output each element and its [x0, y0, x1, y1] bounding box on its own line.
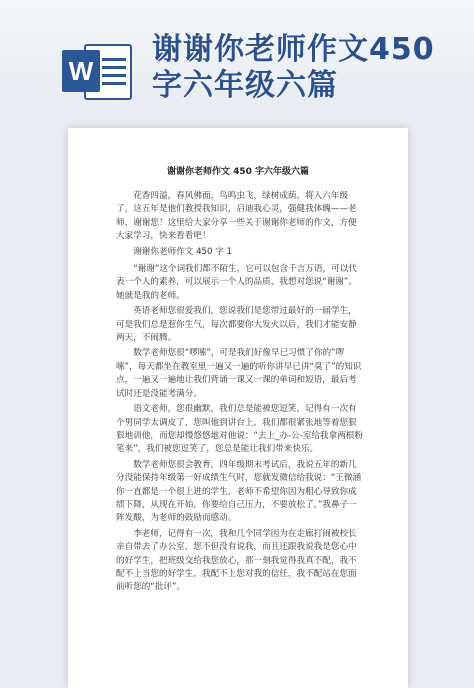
- paragraph: 数学老师您很“啰嗦”，可是我们好像早已习惯了你的“啰嗦”，每天都坐在教室里一遍又一遍的听你讲早已讲“臭了”的知识点，一遍又一遍地让我们背诵一课又一课的单词和短语，最后考试时还是没能考满分。: [116, 348, 362, 399]
- document-preview: [68, 128, 408, 688]
- word-document-icon: [62, 40, 134, 104]
- paragraph: “谢谢”这个词我们都不陌生，它可以包含千言万语，可以代表一个人的素养，可以展示一个人的品质，我想对您说“谢谢”。她就是我的老师。: [116, 264, 357, 301]
- page-title: 谢谢你老师作文450字六年级六篇: [152, 32, 435, 103]
- section-subheading: 谢谢你老师作文 450 字 1: [133, 246, 233, 257]
- paragraph: 李老师，记得有一次，我和几个同学因为在走廊打闹被校长亲自带去了办公室，您不但没有说我，而且还跟我说我是您心中的好学生，把班级交给我您放心，那一刻我觉得我真不配，我不配不上当您的好学生，我配不上您对我的信任，我不配站在您面前听您的“批评”。: [116, 528, 357, 593]
- paragraph: 数学老师您很会教育，四年级期末考试后，我说五年的新几分没能保持年级第一好成绩生气时，您就发微信给我说：“王微涵你一直都是一个很上进的学生，老师不希望你因为粗心导致你成绩下降，从现在开始，你要给自己压力，不要放松了。”我鼻子一阵发酸，为老师的鼓励而感动。: [116, 459, 362, 524]
- document-heading: 谢谢你老师作文 450 字六年级六篇: [166, 167, 310, 177]
- paragraph: 语文老师，您很幽默，我们总是能被您逗笑，记得有一次有个男同学太调皮了，您叫他到讲台上，我们都很紧张地等着您狠狠地训他，而您却慢悠悠地对他说：“去上_办-公-室给我拿两根粉笔来”，我们被您逗笑了，您总是能让我们带来快乐。: [116, 404, 363, 455]
- header-banner: [0, 0, 474, 110]
- paragraph: 英语老师您很爱我们，您说我们是您带过最好的一届学生，可是我们总是惹你生气，每次都要你大发火以后，我们才能安静两天，不闹腾。: [116, 306, 357, 344]
- paragraph: 花香四溢，春风佛面，鸟鸣虫飞，绿树成荫。将入六年级了，这五年是他们教授我知识，启迪我心灵，强健我体魄——老师，谢谢您！这里给大家分享一些关于谢谢你老师的作文，方便大家学习，快来看看吧！: [116, 191, 357, 242]
- word-badge: W: [62, 50, 100, 92]
- document-body: [116, 190, 364, 597]
